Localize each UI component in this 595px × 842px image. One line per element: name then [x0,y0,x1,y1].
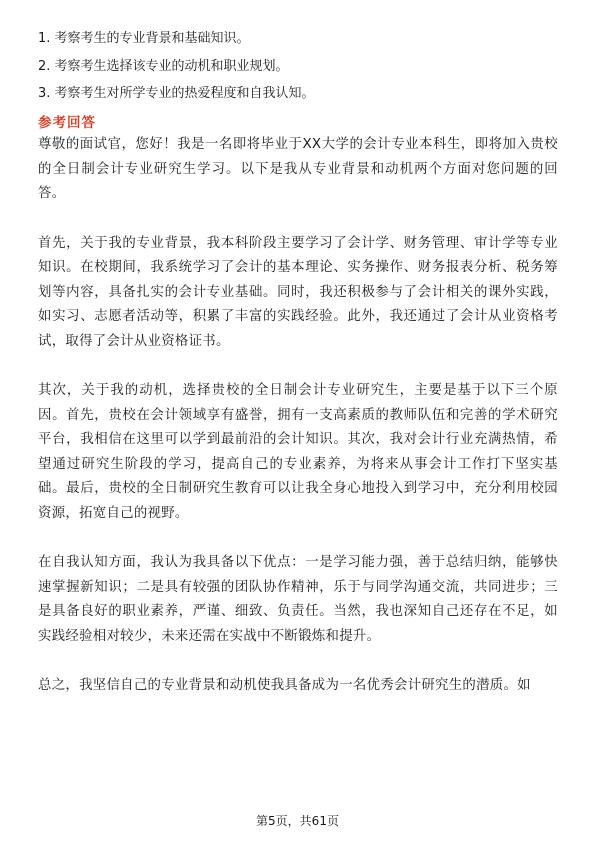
question-intent-list [38,0,558,112]
paragraph-motivation: 其次，关于我的动机，选择贵校的全日制会计专业研究生，主要是基于以下三个原因。首先，贵校在会计领域享有盛誉，拥有一支高素质的教师队伍和完善的学术研究平台，我相信在这里可以学到最前沿的会计知识。其次，我对会计行业充满热情，希望通过研究生阶段的学习，提高自己的专业素养，为将来从事会计工作打下坚实基础。最后，贵校的全日制研究生教育可以让我全身心地投入到学习中，充分利用校园资源，拓宽自己的视野。 [38,383,558,521]
page-number-footer: 第5页，共61页 [256,814,339,828]
list-item-1: 1. 考察考生的专业背景和基础知识。 [38,31,250,46]
list-item-3: 3. 考察考生对所学专业的热爱程度和自我认知。 [38,86,315,101]
paragraph-greeting: 尊敬的面试官，您好！我是一名即将毕业于XX大学的会计专业本科生，即将加入贵校的全日制会计专业研究生学习。以下是我从专业背景和动机两个方面对您问题的回答。 [38,137,558,201]
paragraph-background: 首先，关于我的专业背景，我本科阶段主要学习了会计学、财务管理、审计学等专业知识。在校期间，我系统学习了会计的基本理论、实务操作、财务报表分析、税务筹划等内容，具备扎实的会计专业基础。同时，我还积极参与了会计相关的课外实践，如实习、志愿者活动等，积累了丰富的实践经验。此外，我还通过了会计从业资格考试，取得了会计从业资格证书。 [38,235,558,349]
list-item-2: 2. 考察考生选择该专业的动机和职业规划。 [38,59,289,74]
answer-heading: 参考回答 [38,115,96,131]
document-page [38,0,558,699]
paragraph-self-awareness: 在自我认知方面，我认为我具备以下优点：一是学习能力强，善于总结归纳，能够快速掌握新知识；二是具有较强的团队协作精神，乐于与同学沟通交流，共同进步；三是具备良好的职业素养，严谨、细致、负责任。当然，我也深知自己还存在不足，如实践经验相对较少，未来还需在实战中不断锻炼和提升。 [38,555,558,644]
paragraph-conclusion: 总之，我坚信自己的专业背景和动机使我具备成为一名优秀会计研究生的潜质。如 [38,678,531,693]
